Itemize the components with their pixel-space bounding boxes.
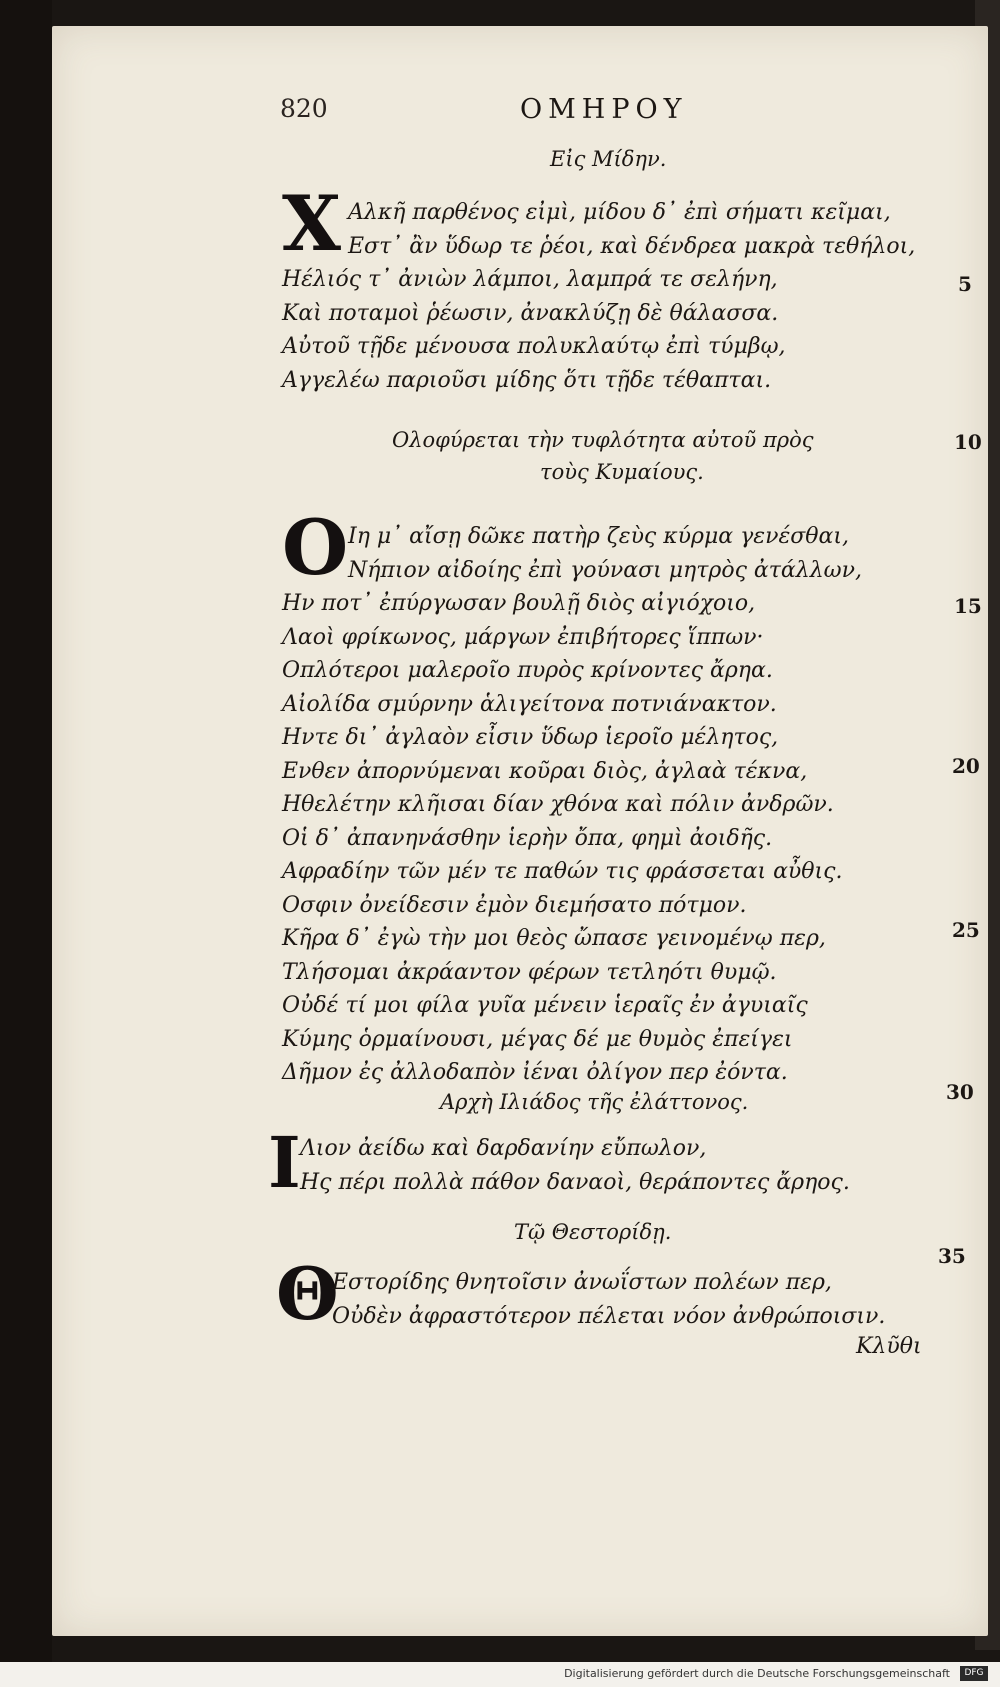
line-number: 5 [958, 272, 972, 296]
poem2-verses [348, 520, 862, 587]
verse-line: Καὶ ποταμοὶ ῥέωσιν, ἀνακλύζῃ δὲ θάλασσα. [282, 300, 779, 326]
poem2-verses-cont [282, 587, 843, 1090]
verse-line: Λιον ἀείδω καὶ δαρδανίην εὔπωλον, [300, 1136, 707, 1161]
page-number: 820 [280, 94, 328, 123]
line-number: 35 [938, 1244, 966, 1268]
verse-line: Αγγελέω παριοῦσι μίδης ὅτι τῇδε τέθαπται. [282, 367, 772, 393]
verse-line: Οὐδὲν ἀφραστότερον πέλεται νόον ἀνθρώποισιν. [332, 1303, 886, 1329]
poem4-verses [332, 1266, 885, 1333]
verse-line: Κύμης ὁρμαίνουσι, μέγας δέ με θυμὸς ἐπείγει [282, 1026, 793, 1052]
verse-line: Αφραδίην τῶν μέν τε παθών τις φράσσεται αὖθις. [282, 859, 843, 884]
page-header [280, 94, 740, 134]
poem1-heading: Εἰς Μίδην. [550, 147, 667, 171]
poem3-heading: Αρχὴ Ιλιάδος τῆς ἐλάττονος. [440, 1090, 749, 1114]
poem1-initial: Χ [282, 179, 341, 268]
verse-line: Νήπιον αἰδοίης ἐπὶ γούνασι μητρὸς ἀτάλλων, [348, 557, 862, 583]
verse-line: Αἰολίδα σμύρνην ἁλιγείτονα ποτνιάνακτον. [282, 691, 777, 717]
verse-line: Ης πέρι πολλὰ πάθον δαναοὶ, θεράποντες ἄρηος. [300, 1169, 850, 1195]
line-number: 10 [954, 430, 982, 454]
verse-line: Εστ᾽ ἂν ὕδωρ τε ῥέοι, καὶ δένδρεα μακρὰ τεθήλοι, [348, 233, 916, 259]
line-number: 20 [952, 754, 980, 778]
verse-line: Ην ποτ᾽ ἐπύργωσαν βουλῇ διὸς αἰγιόχοιο, [282, 591, 756, 616]
poem1-verses-cont [282, 263, 786, 397]
line-number: 15 [954, 594, 982, 618]
line-number: 30 [946, 1080, 974, 1104]
verse-line: Αὐτοῦ τῇδε μένουσα πολυκλαύτῳ ἐπὶ τύμβῳ, [282, 334, 786, 359]
footer-bar [0, 1662, 1000, 1687]
poem2-heading-line2: τοὺς Κυμαίους. [540, 460, 704, 484]
poem3-verses [300, 1132, 850, 1199]
poem2-heading-line1: Ολοφύρεται τὴν τυφλότητα αὐτοῦ πρὸς [392, 428, 814, 452]
verse-line: Ενθεν ἀπορνύμεναι κοῦραι διὸς, ἀγλαὰ τέκνα, [282, 758, 808, 784]
verse-line: Ηντε δι᾽ ἀγλαὸν εἶσιν ὕδωρ ἱεροῖο μέλητος, [282, 725, 779, 750]
verse-line: Οπλότεροι μαλεροῖο πυρὸς κρίνοντες ἄρηα. [282, 658, 773, 683]
verse-line: Αλκῆ παρθένος εἰμὶ, μίδου δ᾽ ἐπὶ σήματι κεῖμαι, [348, 200, 891, 225]
footer-credit: Digitalisierung gefördert durch die Deutsche Forschungsgemeinschaft [564, 1667, 950, 1680]
poem4-initial: Θ [276, 1251, 339, 1336]
poem3-initial: Ι [268, 1121, 301, 1204]
verse-line: Τλήσομαι ἀκράαντον φέρων τετληότι θυμῷ. [282, 959, 777, 985]
verse-line: Λαοὶ φρίκωνος, μάργων ἐπιβήτορες ἵππων· [282, 624, 764, 650]
verse-line: Οὐδέ τί μοι φίλα γυῖα μένειν ἱεραῖς ἐν ἀγυιαῖς [282, 993, 808, 1018]
gutter-shadow [0, 0, 52, 1687]
verse-line: Οἱ δ᾽ ἀπανηνάσθην ἱερὴν ὄπα, φημὶ ἀοιδῆς. [282, 825, 773, 851]
poem1-verses [348, 196, 915, 263]
poem2-initial: Ο [282, 503, 349, 592]
dfg-logo: DFG [960, 1666, 988, 1681]
line-number: 25 [952, 918, 980, 942]
catchword: Κλῦθι [856, 1334, 922, 1359]
verse-line: Κῆρα δ᾽ ἐγὼ τὴν μοι θεὸς ὤπασε γεινομένῳ περ, [282, 926, 826, 951]
verse-line: Ιη μ᾽ αἴσῃ δῶκε πατὴρ ζεὺς κύρμα γενέσθαι, [348, 524, 850, 549]
verse-line: Ηθελέτην κλῆισαι δίαν χθόνα καὶ πόλιν ἀνδρῶν. [282, 792, 834, 817]
verse-line: Οσφιν ὀνείδεσιν ἐμὸν διεμήσατο πότμον. [282, 892, 747, 918]
poem4-heading: Τῷ Θεστορίδῃ. [514, 1220, 672, 1244]
verse-line: Εστορίδης θνητοῖσιν ἀνωΐστων πολέων περ, [332, 1270, 832, 1295]
verse-line: Δῆμον ἐς ἀλλοδαπὸν ἰέναι ὀλίγον περ ἐόντα. [282, 1060, 788, 1085]
verse-line: Ηέλιός τ᾽ ἀνιὼν λάμποι, λαμπρά τε σελήνη, [282, 267, 778, 292]
running-title: ΟΜΗΡΟΥ [520, 94, 688, 125]
